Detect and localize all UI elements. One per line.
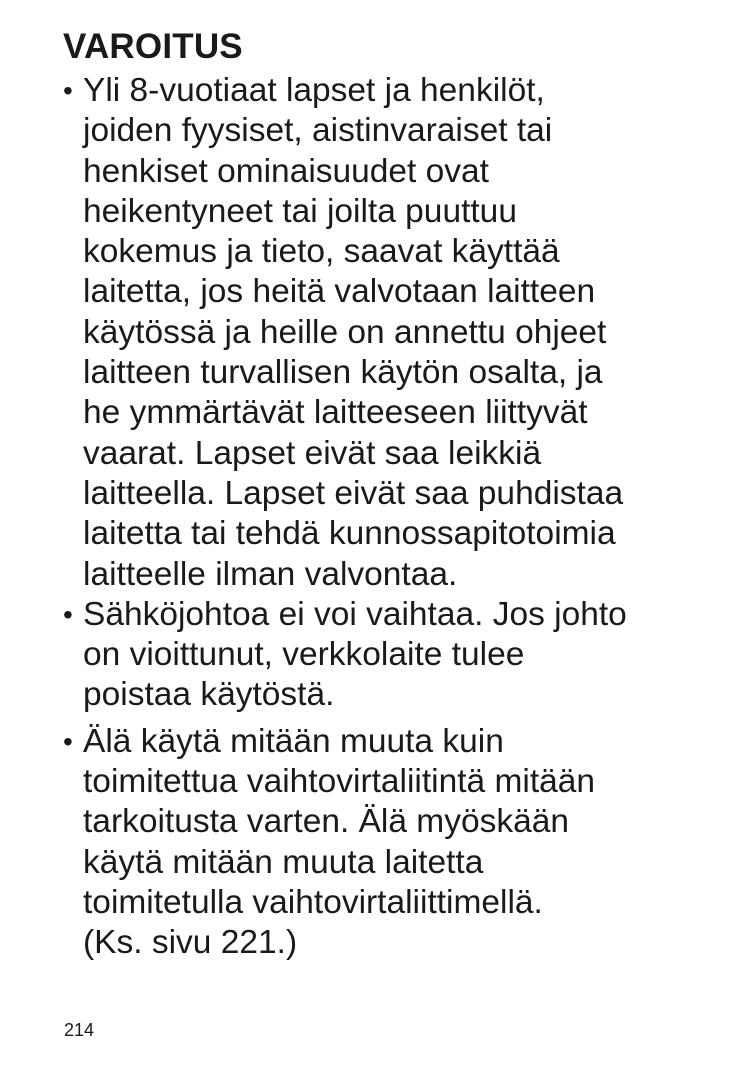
bullet-icon: • [63, 75, 73, 106]
warning-item-ac-adapter [63, 722, 713, 964]
warning-text: Yli 8-vuotiaat lapset ja henkilöt, joiden fyysiset, aistinvaraiset tai henkiset ominaisuudet ovat heikentyneet tai joilta puuttuu kokemus ja tieto, saavat käyttää laitetta, jos heitä valvotaan laitteen käytössä ja heille on annettu ohjeet laitteen turvallisen käytön osalta, ja he ymmärtävät laitteeseen liittyvät vaarat. Lapset eivät saa leikkiä laitteella. Lapset eivät saa puhdistaa laitetta tai tehdä kunnossapitotoimia laitteelle ilman valvontaa. [83, 72, 624, 593]
warning-text: Älä käytä mitään muuta kuin toimitettua vaihtovirtaliitintä mitään tarkoitusta varten. Älä myöskään käytä mitään muuta laitetta toimitetulla vaihtovirtaliittimellä. (Ks. sivu 221.) [83, 722, 596, 962]
page-number: 214 [64, 1020, 95, 1040]
bullet-icon: • [63, 725, 73, 757]
warning-item-power-cord [63, 595, 713, 716]
warning-heading: VAROITUS [63, 27, 243, 66]
bullet-icon: • [63, 598, 73, 630]
warning-item-children-supervision [63, 71, 713, 595]
warning-text: Sähköjohtoa ei voi vaihtaa. Jos johto on vioittunut, verkkolaite tulee poistaa käytöstä. [83, 595, 627, 714]
warning-list [63, 71, 713, 964]
